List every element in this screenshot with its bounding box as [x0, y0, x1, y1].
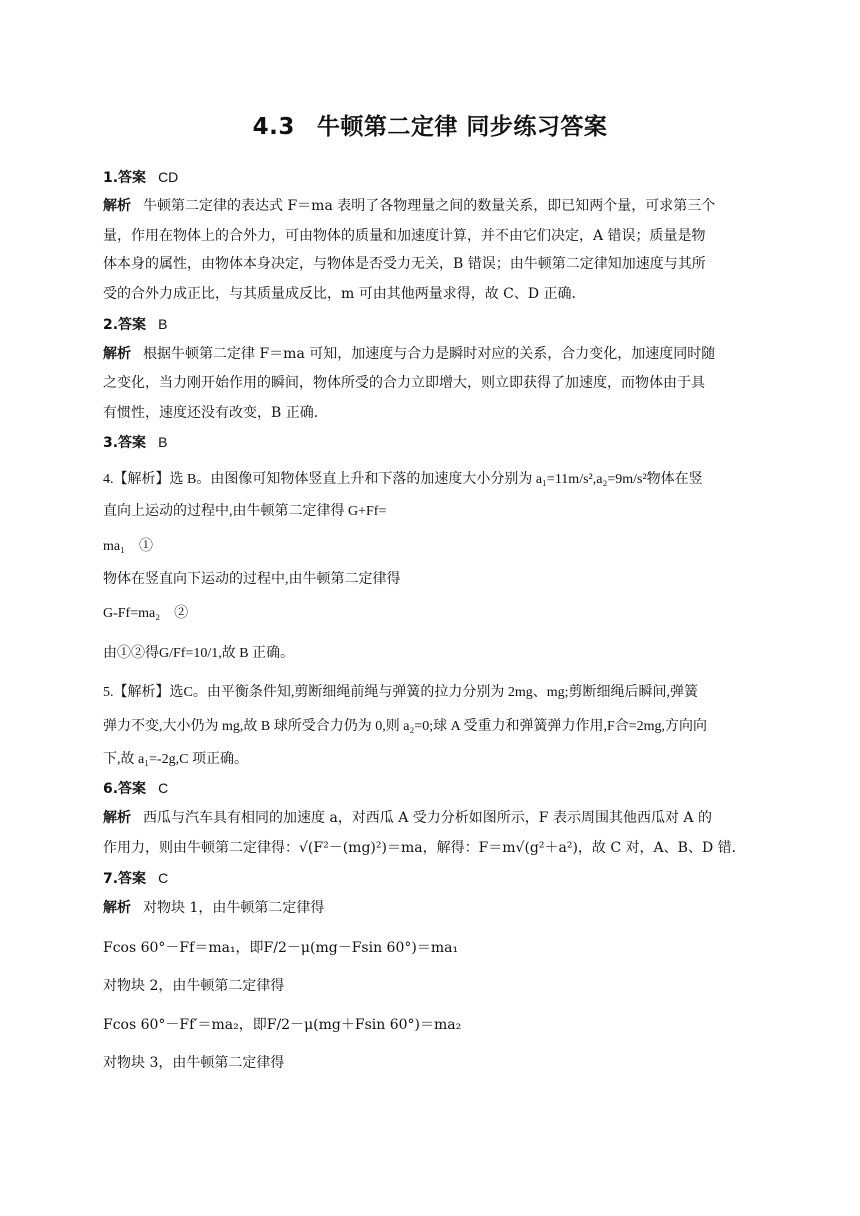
title-number: 4.3 — [252, 114, 295, 140]
q1-analysis-label: 解析 — [103, 198, 131, 214]
q7-equation-2: Fcos 60°－Ff′＝ma₂，即F/2－μ(mg＋Fsin 60°)＝ma₂ — [103, 1017, 462, 1033]
q6-analysis-line-2: 作用力，则由牛顿第二定律得：√(F²－(mg)²)＝ma，解得：F＝m√(g²＋a²)，故 C 对，A、B、D 错． — [103, 840, 746, 856]
q2-analysis-line-2: 之变化，当力刚开始作用的瞬间，物体所受的合力立即增大，则立即获得了加速度，而物体由于具 — [103, 375, 705, 391]
q2-answer: B — [158, 316, 168, 332]
q7-line-5: 对物块 3，由牛顿第二定律得 — [103, 1055, 285, 1071]
q6-answer-line — [103, 778, 168, 799]
q2-analysis-line-3: 有惯性，速度还没有改变，B 正确． — [103, 405, 328, 421]
q4-line-3: ma₁ ① — [103, 539, 153, 554]
q3-label: 3.答案 — [103, 435, 147, 451]
q4-line-2: 直向上运动的过程中,由牛顿第二定律得 G+Ff= — [103, 504, 387, 519]
q5-line-2: 弹力不变,大小仍为 mg,故 B 球所受合力仍为 0,则 a₂=0;球 A 受重力和弹簧弹力作用,F合=2mg,方向向 — [103, 719, 708, 734]
page-title — [0, 108, 860, 141]
title-text: 牛顿第二定律 同步练习答案 — [316, 114, 608, 140]
q6-label: 6.答案 — [103, 781, 147, 797]
q1-analysis-line-4: 受的合外力成正比，与其质量成反比，m 可由其他两量求得，故 C、D 正确． — [103, 286, 586, 302]
q1-analysis-line-3: 体本身的属性，由物体本身决定，与物体是否受力无关，B 错误；由牛顿第二定律知加速度与其所 — [103, 256, 706, 272]
q1-answer: CD — [158, 169, 179, 185]
q1-analysis-line-1 — [103, 196, 715, 216]
q1-label: 1.答案 — [103, 170, 147, 186]
q2-label: 2.答案 — [103, 317, 147, 333]
q4-line-6: 由①②得G/Ff=10/1,故 B 正确。 — [103, 646, 295, 661]
q6-analysis-label: 解析 — [103, 810, 131, 826]
q4-line-1: 4.【解析】选 B。由图像可知物体竖直上升和下落的加速度大小分别为 a₁=11m/s²,a₂=9m/s²物体在竖 — [103, 472, 703, 487]
q7-text-1: 对物块 1，由牛顿第二定律得 — [143, 900, 325, 916]
q3-answer-line — [103, 432, 167, 453]
q7-label: 7.答案 — [103, 871, 147, 887]
q2-answer-line — [103, 314, 167, 335]
q5-line-3: 下,故 a₁=-2g,C 项正确。 — [103, 752, 248, 767]
q7-line-3: 对物块 2，由牛顿第二定律得 — [103, 978, 285, 994]
q7-answer-line — [103, 868, 168, 889]
q7-answer: C — [158, 870, 169, 886]
q2-analysis-label: 解析 — [103, 346, 131, 362]
q6-analysis-line-1 — [103, 808, 712, 828]
q2-analysis-line-1 — [103, 344, 715, 364]
q1-analysis-line-2: 量，作用在物体上的合外力，可由物体的质量和加速度计算，并不由它们决定，A 错误；质量是物 — [103, 228, 706, 244]
q7-equation-1: Fcos 60°－Ff＝ma₁，即F/2－μ(mg－Fsin 60°)＝ma₁ — [103, 940, 459, 956]
q6-text-1: 西瓜与汽车具有相同的加速度 a，对西瓜 A 受力分析如图所示，F 表示周围其他西瓜对 A 的 — [143, 810, 712, 826]
q4-line-4: 物体在竖直向下运动的过程中,由牛顿第二定律得 — [103, 572, 401, 587]
q1-text-1: 牛顿第二定律的表达式 F＝ma 表明了各物理量之间的数量关系，即已知两个量，可求第三个 — [143, 198, 716, 214]
q6-answer: C — [158, 780, 169, 796]
q4-line-5: G-Ff=ma₂ ② — [103, 606, 189, 621]
q1-answer-line — [103, 167, 178, 188]
q3-answer: B — [158, 434, 168, 450]
q7-analysis-label: 解析 — [103, 900, 131, 916]
q2-text-1: 根据牛顿第二定律 F＝ma 可知，加速度与合力是瞬时对应的关系，合力变化，加速度同时随 — [143, 346, 716, 362]
q5-line-1: 5.【解析】选C。由平衡条件知,剪断细绳前绳与弹簧的拉力分别为 2mg、mg;剪断细绳后瞬间,弹簧 — [103, 685, 699, 700]
q7-analysis-line-1 — [103, 898, 324, 918]
